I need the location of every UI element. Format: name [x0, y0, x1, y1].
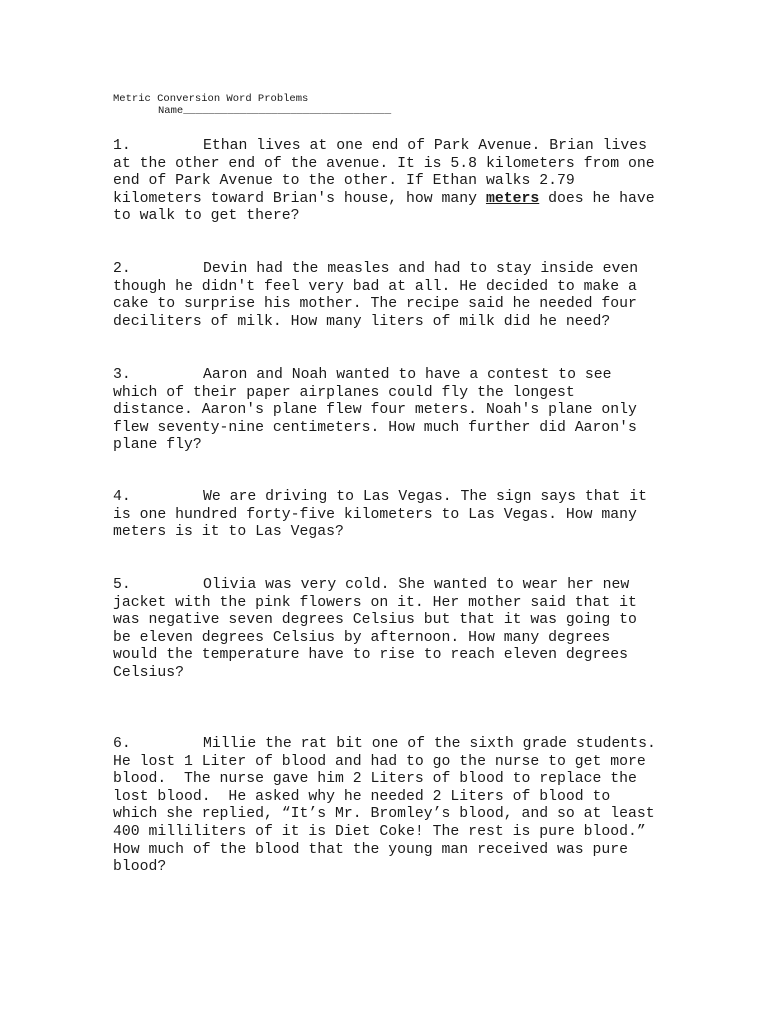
- problem-6: [113, 736, 674, 877]
- problem-text: Ethan lives at one end of Park Avenue. Brian lives at the other end of the avenue. It is 5.8 kilometers from one end of Park Avenue to the other. If Ethan walks 2.79 kilometers toward Brian's house, how many: [113, 138, 664, 207]
- problem-number: 4.: [113, 489, 131, 505]
- problem-text: Devin had the measles and had to stay inside even though he didn't feel very bad at all. He decided to make a cake to surprise his mother. The recipe said he needed four deciliters of milk. How many liters of milk did he need?: [113, 261, 647, 330]
- problem-text: We are driving to Las Vegas. The sign says that it is one hundred forty-five kilometers to Las Vegas. How many meters is it to Las Vegas?: [113, 489, 656, 541]
- problem-text: Aaron and Noah wanted to have a contest to see which of their paper airplanes could fly the longest distance. Aaron's plane flew four meters. Noah's plane only flew seventy-nine centimeters. How much further did Aaron's plane fly?: [113, 367, 646, 454]
- name-line: [158, 104, 391, 118]
- name-label: Name: [158, 105, 184, 117]
- problem-number: 3.: [113, 367, 131, 383]
- problem-text: Olivia was very cold. She wanted to wear her new jacket with the pink flowers on it. Her mother said that it was negative seven degrees Celsius but that it was going to be eleven degrees Celsius by afternoon. How many degrees would the temperature have to rise to reach eleven degrees Celsius?: [113, 577, 646, 681]
- problem-text: Millie the rat bit one of the sixth grade students. He lost 1 Liter of blood and had to go the nurse to get more blood. The nurse gave him 2 Liters of blood to replace the lost blood. He asked why he needed 2 Liters of blood to which she replied, “It’s Mr. Bromley’s blood, and so at least 400 milliliters of it is Diet Coke! The rest is pure blood.” How much of the blood that the young man received was pure blood?: [113, 736, 674, 876]
- problem-3: [113, 367, 658, 455]
- keyword-meters: meters: [485, 190, 540, 207]
- problem-number: 5.: [113, 577, 131, 593]
- problem-2: [113, 261, 658, 331]
- problem-4: [113, 489, 658, 542]
- problem-number: 1.: [113, 138, 131, 154]
- problem-1: [113, 138, 664, 226]
- problem-5: [113, 577, 658, 683]
- name-blank: _________________________________: [183, 105, 392, 117]
- problem-text-end: does he have to walk to get there?: [113, 190, 664, 225]
- worksheet-title: Metric Conversion Word Problems: [113, 93, 309, 105]
- problem-number: 2.: [113, 261, 131, 277]
- problem-number: 6.: [113, 736, 131, 752]
